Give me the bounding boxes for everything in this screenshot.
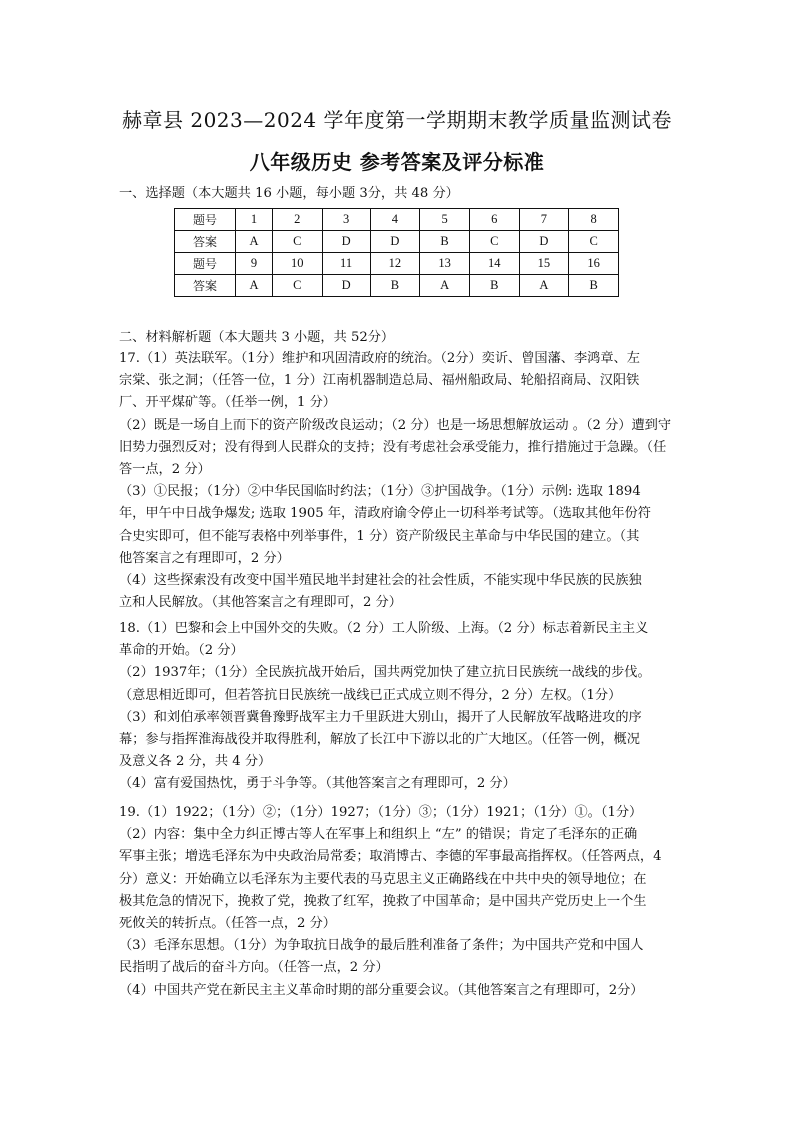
table-cell: D: [370, 231, 420, 253]
table-cell: 15: [519, 253, 569, 275]
table-cell: 6: [469, 209, 519, 231]
table-cell: 13: [420, 253, 470, 275]
table-row-label: 答案: [175, 231, 236, 253]
table-cell: 1: [236, 209, 273, 231]
table-cell: 3: [322, 209, 370, 231]
table-cell: C: [569, 231, 619, 253]
answer-line: （2）内容：集中全力纠正博古等人在军事上和组织上 “左” 的错误；肯定了毛泽东的正确: [119, 827, 638, 843]
question-18-answer: [119, 618, 689, 796]
table-row: [175, 209, 619, 231]
document-title: 赫章县 2023—2024 学年度第一学期期末教学质量监测试卷: [121, 108, 672, 132]
answer-line: 答一点，2 分）: [119, 462, 211, 478]
table-cell: 2: [272, 209, 322, 231]
answer-line: 年，甲午中日战争爆发; 选取 1905 年，清政府谕令停止一切科举考试等。（选取其他年份符: [119, 506, 651, 522]
table-cell: 4: [370, 209, 420, 231]
table-row-label: 题号: [175, 209, 236, 231]
answer-line: 18.（1）巴黎和会上中国外交的失败。（2 分）工人阶级、上海。（2 分）标志着新民主主义: [119, 621, 649, 636]
answer-line: 革命的开始。（2 分）: [119, 643, 244, 659]
answer-line: 厂、开平煤矿等。（任举一例，1 分）: [119, 395, 336, 411]
question-17-answer: [119, 348, 689, 614]
answer-line: 极其危急的情况下，挽救了党，挽救了红军，挽救了中国革命；是中国共产党历史上一个生: [119, 893, 647, 909]
table-cell: 10: [272, 253, 322, 275]
table-row: [175, 231, 619, 253]
answer-line: （意思相近即可，但若答抗日民族统一战线已正式成立则不得分，2 分）左权。（1分）: [119, 687, 622, 703]
table-cell: 14: [469, 253, 519, 275]
table-cell: B: [469, 275, 519, 297]
answer-line: 幕；参与指挥淮海战役并取得胜利，解放了长江中下游以北的广大地区。（任答一例，概况: [119, 732, 640, 748]
answer-line: 宗棠、张之洞；（任答一位，1 分）江南机器制造总局、福州船政局、轮船招商局、汉阳铁: [119, 373, 640, 389]
answer-line: （2）既是一场自上而下的资产阶级改良运动；（2 分）也是一场思想解放运动 。（2 分）遭到守: [119, 417, 672, 433]
answer-table: [174, 208, 619, 297]
table-row: [175, 253, 619, 275]
question-19-answer: [119, 802, 689, 1002]
answer-line: （3）和刘伯承率领晋冀鲁豫野战军主力千里跃进大别山，揭开了人民解放军战略进攻的序: [119, 709, 642, 725]
answer-line: 及意义各 2 分，共 4 分）: [119, 754, 272, 770]
answer-line: 合史实即可，但不能写表格中列举事件，1 分）资产阶级民主革命与中华民国的建立。（其: [119, 528, 640, 544]
answer-line: 17.（1）英法联军。（1分）维护和巩固清政府的统治。（2分）奕䜣、曾国藩、李鸿章、左: [119, 351, 640, 366]
answer-line: （4）富有爱国热忱，勇于斗争等。（其他答案言之有理即可，2 分）: [119, 776, 516, 792]
table-row-label: 题号: [175, 253, 236, 275]
table-cell: D: [322, 231, 370, 253]
answer-line: 他答案言之有理即可，2 分）: [119, 550, 290, 566]
table-cell: 5: [420, 209, 470, 231]
section-heading-analysis: 二、材料解析题（本大题共 3 小题，共 52分）: [119, 330, 395, 345]
answer-line: 19.（1）1922；（1分）②；（1分）1927；（1分）③；（1分）1921；（1分）①。（1分）: [119, 805, 643, 820]
table-cell: 16: [569, 253, 619, 275]
document-subtitle: 八年级历史 参考答案及评分标准: [249, 150, 545, 174]
table-cell: B: [420, 231, 470, 253]
answer-line: 军事主张；增选毛泽东为中央政治局常委；取消博古、李德的军事最高指挥权。（任答两点，4: [119, 849, 662, 865]
table-cell: D: [519, 231, 569, 253]
answer-line: 立和人民解放。（其他答案言之有理即可，2 分）: [119, 595, 402, 611]
answer-line: （2）1937年；（1分）全民族抗战开始后，国共两党加快了建立抗日民族统一战线的步伐。: [119, 665, 651, 681]
section-heading-choice: 一、选择题（本大题共 16 小题，每小题 3分，共 48 分）: [119, 186, 459, 201]
table-cell: A: [420, 275, 470, 297]
table-cell: 7: [519, 209, 569, 231]
table-cell: A: [236, 275, 273, 297]
answer-line: 分）意义：开始确立以毛泽东为主要代表的马克思主义正确路线在中共中央的领导地位；在: [119, 871, 647, 887]
table-cell: A: [519, 275, 569, 297]
table-cell: C: [469, 231, 519, 253]
answer-line: （3）①民报；（1分）②中华民国临时约法；（1分）③护国战争。（1分）示例: 选取 1894: [119, 484, 641, 500]
answer-line: 旧势力强烈反对；没有得到人民群众的支持；没有考虑社会承受能力，推行措施过于急躁。（任: [119, 439, 667, 455]
table-cell: C: [272, 231, 322, 253]
table-cell: C: [272, 275, 322, 297]
table-cell: B: [370, 275, 420, 297]
answer-line: （4）这些探索没有改变中国半殖民地半封建社会的社会性质，不能实现中华民族的民族独: [119, 573, 642, 589]
table-row: [175, 275, 619, 297]
table-cell: A: [236, 231, 273, 253]
table-cell: 12: [370, 253, 420, 275]
table-cell: 9: [236, 253, 273, 275]
table-cell: 11: [322, 253, 370, 275]
answer-line: 死攸关的转折点。（任答一点，2 分）: [119, 916, 336, 932]
table-cell: 8: [569, 209, 619, 231]
answer-line: （4）中国共产党在新民主主义革命时期的部分重要会议。（其他答案言之有理即可，2分）: [119, 982, 644, 998]
table-row-label: 答案: [175, 275, 236, 297]
answer-line: 民指明了战后的奋斗方向。（任答一点，2 分）: [119, 960, 389, 976]
table-cell: D: [322, 275, 370, 297]
answer-line: （3）毛泽东思想。（1分）为争取抗日战争的最后胜利准备了条件；为中国共产党和中国人: [119, 938, 644, 954]
table-cell: B: [569, 275, 619, 297]
